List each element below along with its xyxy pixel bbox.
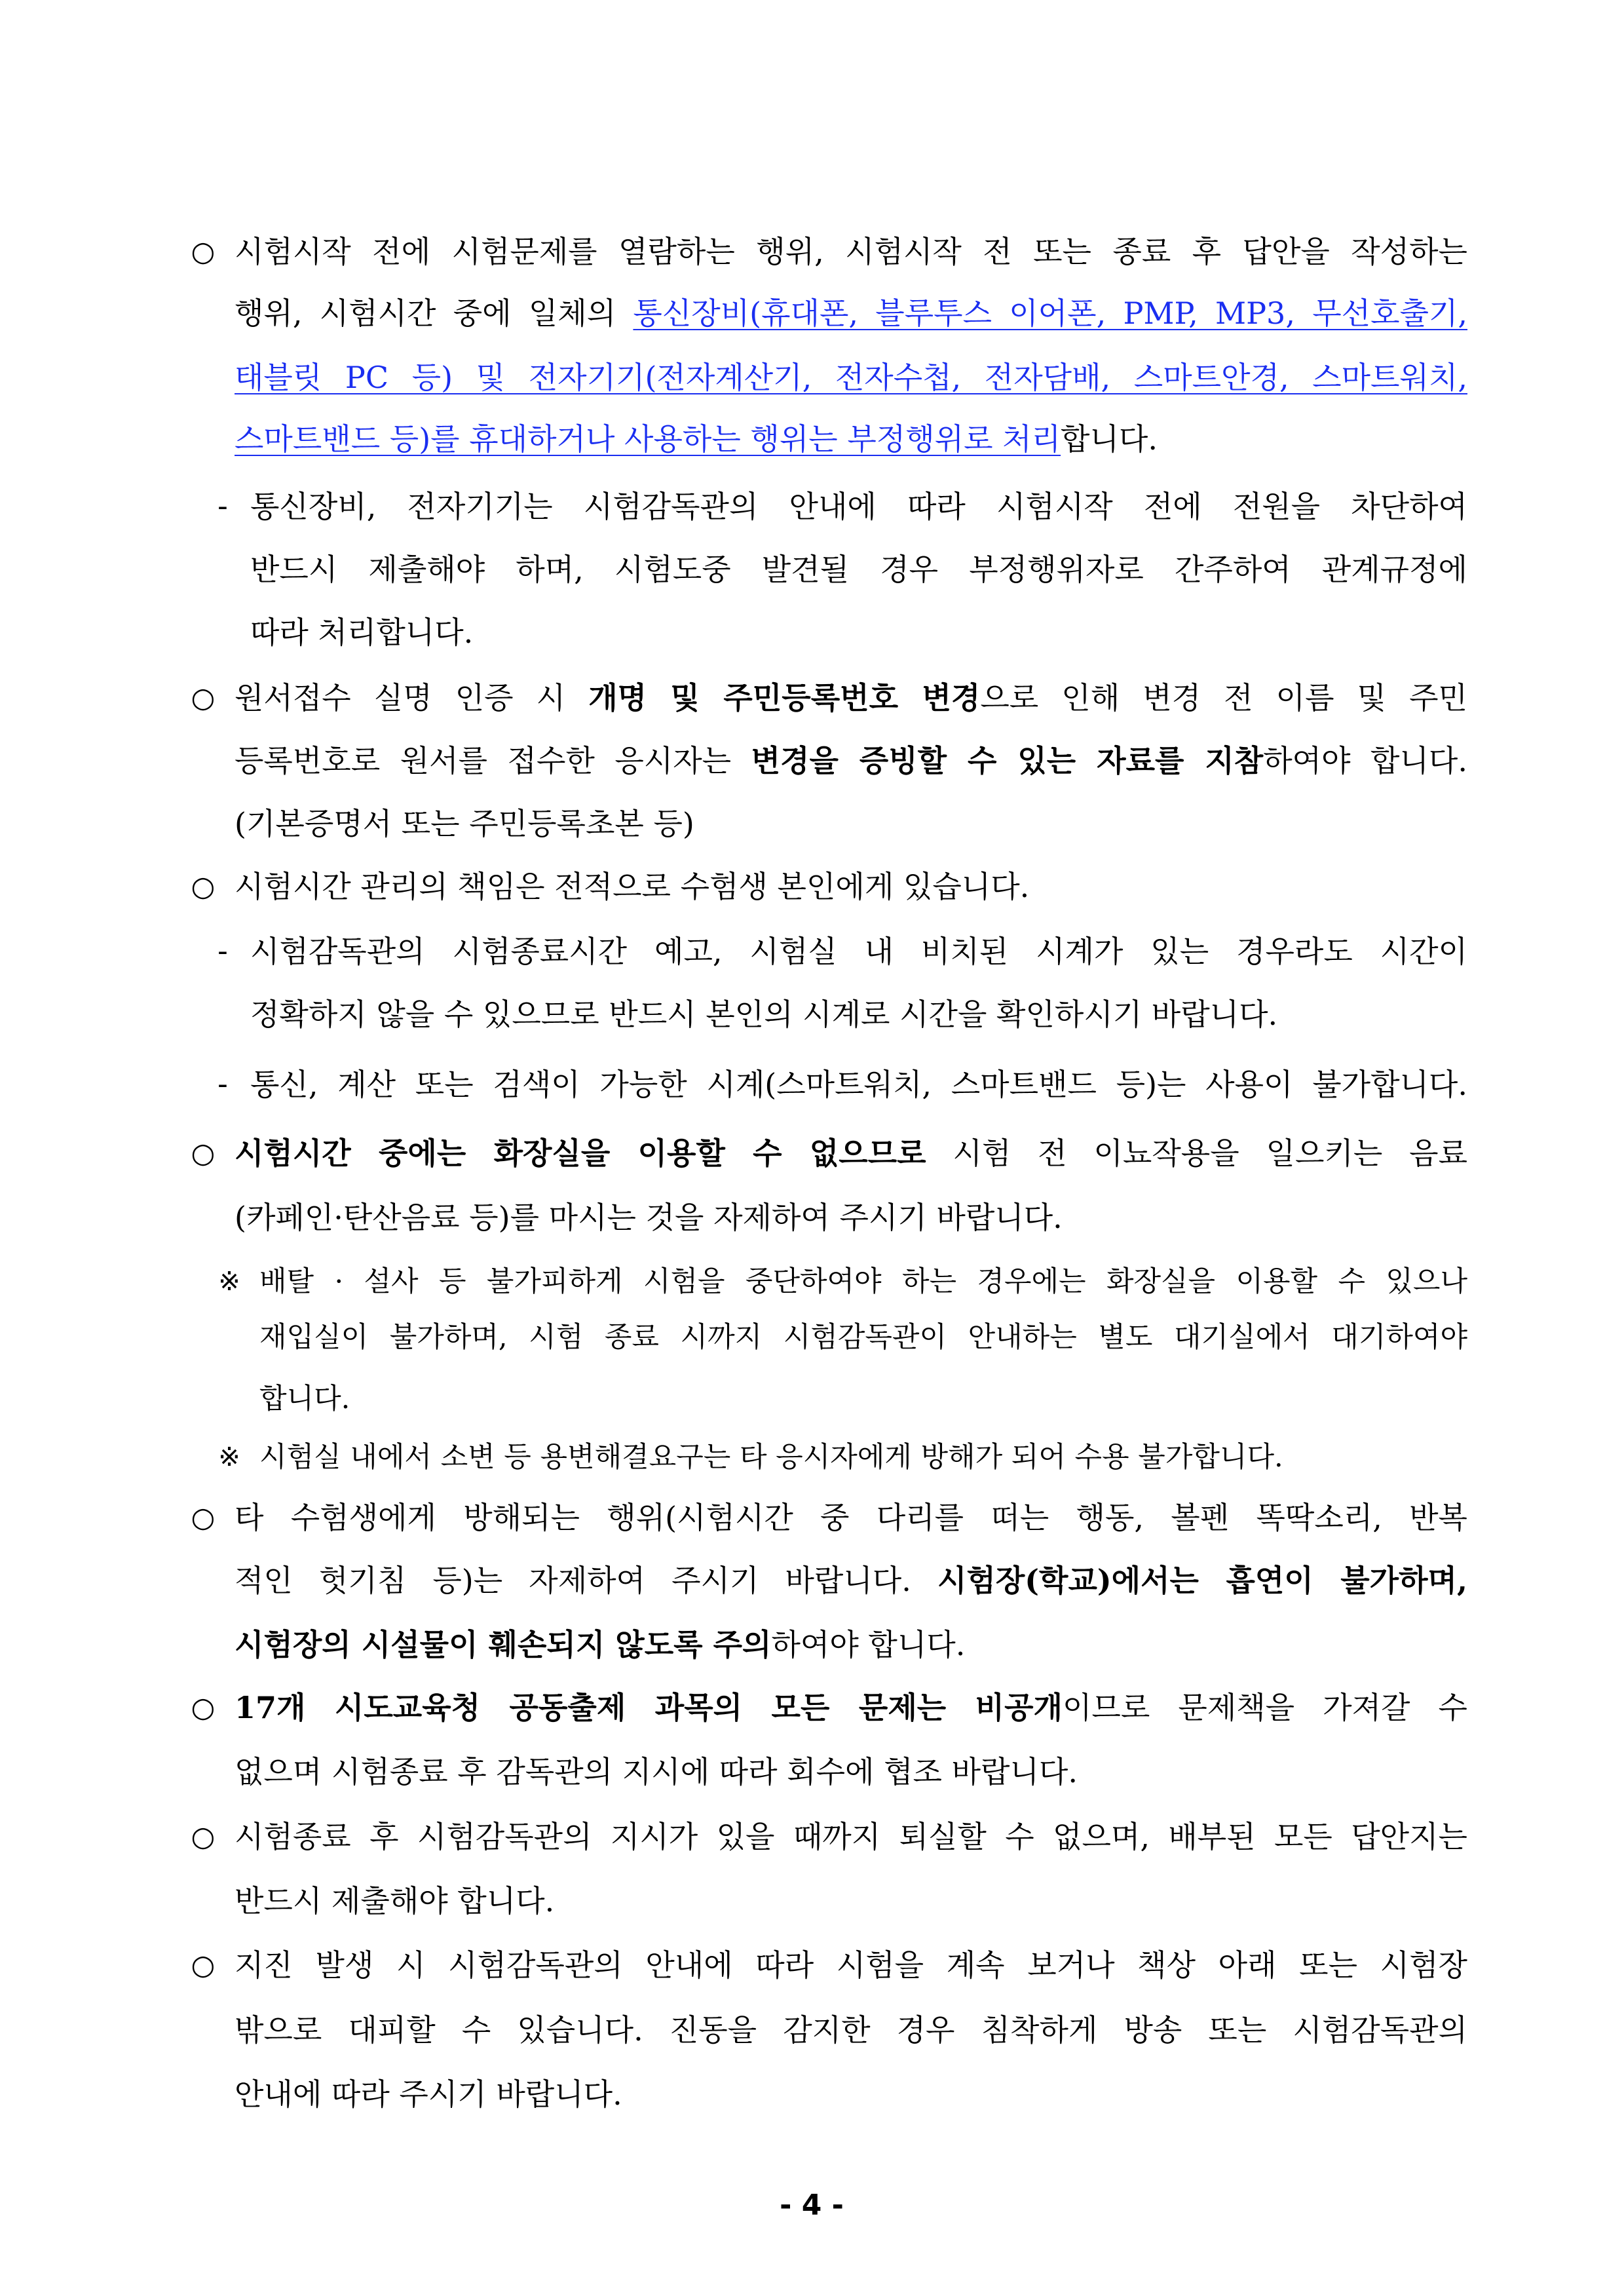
- text-line: 통신장비, 전자기기는 시험감독관의 안내에 따라 시험시작 전에 전원을 차단하여: [250, 489, 1467, 524]
- text-segment: 하여야 합니다.: [771, 1627, 966, 1662]
- highlighted-text: 태블릿 PC 등) 및 전자기기(전자계산기, 전자수첩, 전자담배, 스마트안경, 스마트워치,: [235, 360, 1467, 395]
- bold-text: 변경을 증빙할 수 있는 자료를 지참: [751, 743, 1264, 778]
- circle-bullet: ○: [191, 235, 216, 267]
- text-line: [235, 1618, 1467, 1671]
- text-line: 밖으로 대피할 수 있습니다. 진동을 감지한 경우 침착하게 방송 또는 시험감독관의: [235, 2012, 1467, 2048]
- bold-text: 개명 및 주민등록번호 변경: [588, 680, 981, 716]
- text-line: [235, 413, 1467, 465]
- dash-bullet: -: [217, 489, 228, 523]
- highlighted-text: 통신장비(휴대폰, 블루투스 이어폰, PMP, MP3, 무선호출기,: [633, 296, 1467, 331]
- text-line: 안내에 따라 주시기 바랍니다.: [235, 2076, 622, 2112]
- text-segment: 시험 전 이뇨작용을 일으키는 음료: [926, 1136, 1468, 1171]
- circle-bullet: ○: [191, 1501, 216, 1533]
- text-segment: 적인 헛기침 등)는 자제하여 주시기 바랍니다.: [235, 1563, 937, 1598]
- dash-bullet: -: [217, 934, 228, 968]
- text-line: 시험감독관의 시험종료시간 예고, 시험실 내 비치된 시계가 있는 경우라도 시간이: [250, 934, 1467, 969]
- circle-bullet: ○: [191, 870, 216, 902]
- reference-mark: ※: [218, 1267, 240, 1297]
- bold-text: 시험장(학교)에서는 흡연이 불가하며,: [937, 1563, 1467, 1598]
- text-line: 없으며 시험종료 후 감독관의 지시에 따라 회수에 협조 바랍니다.: [235, 1754, 1078, 1789]
- text-line: 재입실이 불가하며, 시험 종료 시까지 시험감독관이 안내하는 별도 대기실에서 대기하여야: [259, 1321, 1467, 1354]
- text-line: 통신, 계산 또는 검색이 가능한 시계(스마트워치, 스마트밴드 등)는 사용이 불가합니다.: [250, 1067, 1467, 1102]
- circle-bullet: ○: [191, 1137, 216, 1169]
- text-line: 따라 처리합니다.: [250, 615, 474, 650]
- text-line: (기본증명서 또는 주민등록초본 등): [235, 806, 694, 841]
- text-line: 반드시 제출해야 하며, 시험도중 발견될 경우 부정행위자로 간주하여 관계규정에: [250, 552, 1467, 587]
- text-segment: 원서접수 실명 인증 시: [235, 680, 589, 716]
- text-line: [235, 1127, 1467, 1179]
- reference-mark: ※: [218, 1442, 240, 1472]
- text-line: 시험종료 후 시험감독관의 지시가 있을 때까지 퇴실할 수 없으며, 배부된 모든 답안지는: [235, 1819, 1467, 1854]
- text-segment: 하여야 합니다.: [1263, 743, 1467, 778]
- text-line: 합니다.: [259, 1383, 350, 1415]
- text-line: 지진 발생 시 시험감독관의 안내에 따라 시험을 계속 보거나 책상 아래 또는 시험장: [235, 1947, 1467, 1983]
- text-line: [235, 735, 1467, 787]
- dash-bullet: -: [217, 1067, 228, 1101]
- bold-text: 시험장의 시설물이 훼손되지 않도록 주의: [235, 1627, 772, 1662]
- text-line: 시험시간 관리의 책임은 전적으로 수험생 본인에게 있습니다.: [235, 869, 1030, 904]
- text-line: 시험실 내에서 소변 등 용변해결요구는 타 응시자에게 방해가 되어 수용 불가합니다.: [259, 1441, 1283, 1474]
- bold-text: 17개 시도교육청 공동출제 과목의 모든 문제는 비공개: [235, 1690, 1063, 1725]
- circle-bullet: ○: [191, 1820, 216, 1852]
- text-segment: 이므로 문제책을 가져갈 수: [1062, 1690, 1467, 1725]
- highlighted-text: 스마트밴드 등)를 휴대하거나 사용하는 행위는 부정행위로 처리: [235, 421, 1061, 457]
- text-line: [235, 351, 1467, 404]
- text-segment: 등록번호로 원서를 접수한 응시자는: [235, 743, 751, 778]
- text-line: 반드시 제출해야 합니다.: [235, 1883, 555, 1919]
- text-line: [235, 672, 1467, 724]
- text-line: [235, 287, 1467, 339]
- text-line: 시험시작 전에 시험문제를 열람하는 행위, 시험시작 전 또는 종료 후 답안을 작성하는: [235, 234, 1467, 269]
- bold-text: 시험시간 중에는 화장실을 이용할 수 없으므로: [235, 1136, 926, 1171]
- circle-bullet: ○: [191, 1949, 216, 1981]
- page-number: - 4 -: [780, 2189, 844, 2222]
- text-line: 정확하지 않을 수 있으므로 반드시 본인의 시계로 시간을 확인하시기 바랍니다.: [250, 997, 1278, 1032]
- circle-bullet: ○: [191, 1691, 216, 1723]
- text-segment: 합니다.: [1061, 421, 1158, 457]
- text-line: (카페인·탄산음료 등)를 마시는 것을 자제하여 주시기 바랍니다.: [235, 1200, 1063, 1235]
- text-line: 배탈 · 설사 등 불가피하게 시험을 중단하여야 하는 경우에는 화장실을 이용할 수 있으나: [259, 1265, 1467, 1298]
- text-line: [235, 1681, 1467, 1734]
- text-line: [235, 1554, 1467, 1607]
- text-segment: 행위, 시험시간 중에 일체의: [235, 296, 633, 331]
- text-segment: 으로 인해 변경 전 이름 및 주민: [980, 680, 1467, 716]
- circle-bullet: ○: [191, 681, 216, 714]
- text-line: 타 수험생에게 방해되는 행위(시험시간 중 다리를 떠는 행동, 볼펜 똑딱소리, 반복: [235, 1500, 1467, 1535]
